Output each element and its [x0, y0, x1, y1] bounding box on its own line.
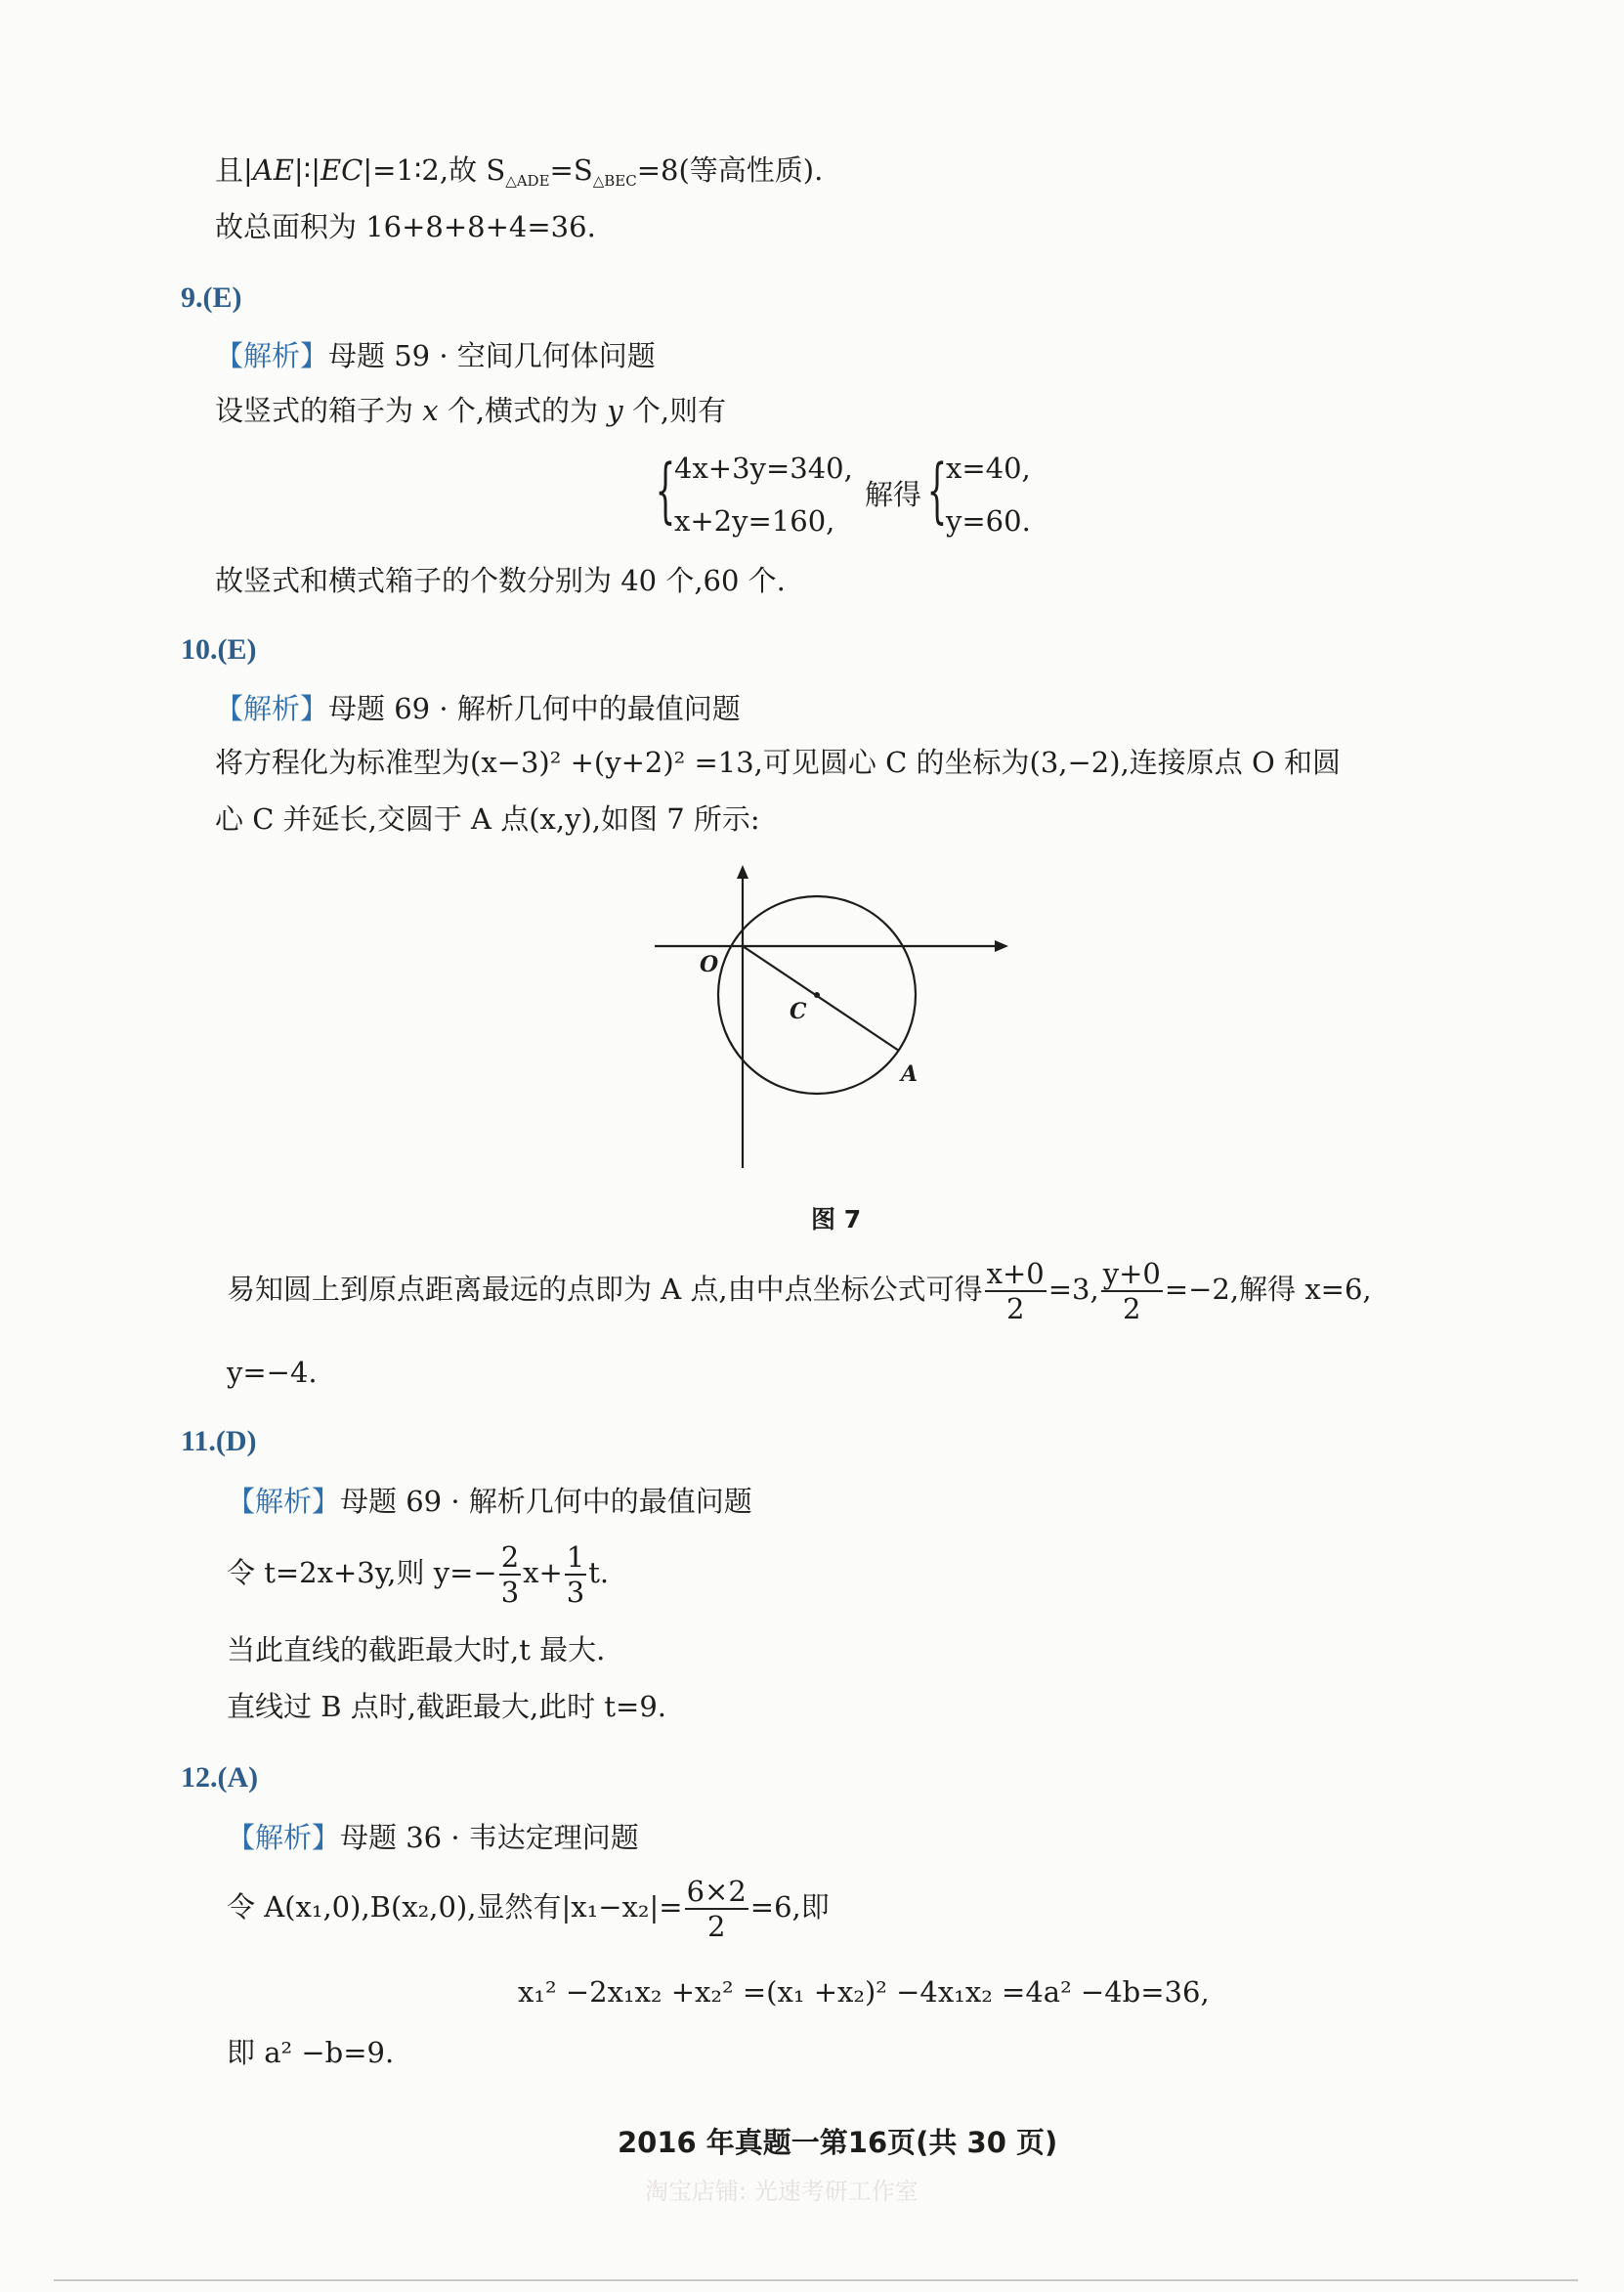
center-point-c	[814, 992, 820, 998]
q12-line-3: 即 a² −b=9.	[227, 2036, 395, 2069]
q10-line-2: 心 C 并延长,交圆于 A 点(x,y),如图 7 所示:	[215, 802, 760, 836]
q9-system-1: { 4x+3y=340, x+2y=160,	[655, 449, 853, 538]
q9-analysis-tag: 【解析】	[215, 339, 329, 372]
q10-number: 10.(E)	[181, 633, 257, 666]
top-line-2: 故总面积为 16+8+8+4=36.	[215, 210, 596, 243]
q9-brace-1: {	[655, 449, 676, 531]
label-c: C	[790, 999, 807, 1024]
q9-number: 9.(E)	[181, 281, 242, 314]
q9-line-1: 设竖式的箱子为 x 个,横式的为 y 个,则有	[215, 394, 727, 427]
q11-line-3: 直线过 B 点时,截距最大,此时 t=9.	[227, 1690, 667, 1723]
q11-analysis-tag: 【解析】	[227, 1485, 341, 1518]
q10-analysis-heading	[215, 689, 741, 728]
q9-analysis-title: 母题 59 · 空间几何体问题	[328, 339, 656, 372]
q12-analysis-heading	[227, 1818, 639, 1857]
y-axis-arrow	[737, 865, 748, 879]
watermark: 淘宝店铺: 光速考研工作室	[645, 2178, 919, 2205]
q12-number: 12.(A)	[181, 1761, 259, 1794]
figure-7-caption: 图 7	[811, 1205, 862, 1233]
top-line-1: 且|AE|∶|EC|=1∶2,故 $S_{\triangle ADE}=S_{\triangle BEC}=8$(等高性质).	[215, 153, 824, 190]
q11-analysis-title: 母题 69 · 解析几何中的最值问题	[340, 1485, 752, 1518]
page-footer: 2016 年真题一第16页(共 30 页)	[618, 2126, 1058, 2159]
fraction-y-plus-0-over-2: $\frac{y+0}{2}$	[1102, 1257, 1161, 1325]
fraction-1-over-3: $\frac{1}{3}$	[566, 1540, 585, 1609]
q9-analysis-heading	[215, 336, 656, 375]
q12-line-1: 令 A(x₁,0),B(x₂,0),显然有|x₁−x₂|= $\frac{6\times 2}{2}$ =6,即	[227, 1875, 830, 1943]
q10-analysis-tag: 【解析】	[215, 692, 329, 725]
q11-number: 11.(D)	[181, 1425, 257, 1457]
segment-o-a	[743, 946, 899, 1051]
label-o: O	[700, 952, 719, 977]
q10-line-3: 易知圆上到原点距离最远的点即为 A 点,由中点坐标公式可得 $\frac{x+0}{2}$ =3, $\frac{y+0}{2}$ =−2,解得 x=6,	[227, 1257, 1372, 1325]
q12-analysis-tag: 【解析】	[227, 1821, 341, 1854]
q11-line-2: 当此直线的截距最大时,t 最大.	[227, 1633, 606, 1666]
q11-analysis-heading	[227, 1482, 752, 1521]
q9-solve-word: 解得	[865, 478, 922, 511]
q9-brace-2: {	[926, 449, 948, 531]
q11-line-1: 令 t=2x+3y,则 y=− $\frac{2}{3}$ x+ $\frac{1}{3}$ t.	[227, 1540, 610, 1609]
q12-formula: x₁² −2x₁x₂ +x₂² =(x₁ +x₂)² −4x₁x₂ =4a² −4b=36,	[518, 1975, 1210, 2009]
q10-analysis-title: 母题 69 · 解析几何中的最值问题	[328, 692, 741, 725]
fraction-6x2-over-2: $\frac{6\times 2}{2}$	[686, 1875, 747, 1943]
x-axis-arrow	[995, 940, 1008, 952]
fraction-x-plus-0-over-2: $\frac{x+0}{2}$	[986, 1257, 1045, 1325]
q9-conclusion: 故竖式和横式箱子的个数分别为 40 个,60 个.	[215, 564, 786, 597]
q10-line-1: 将方程化为标准型为(x−3)² +(y+2)² =13,可见圆心 C 的坐标为(3,−2),连接原点 O 和圆	[215, 746, 1342, 779]
fraction-2-over-3: $\frac{2}{3}$	[500, 1540, 520, 1609]
label-a: A	[901, 1061, 919, 1087]
scan-edge-line	[54, 2279, 1578, 2281]
q12-analysis-title: 母题 36 · 韦达定理问题	[340, 1821, 639, 1854]
q10-line-4: y=−4.	[227, 1356, 318, 1389]
q9-system-2: { x=40, y=60.	[926, 449, 1031, 538]
figure-7-diagram	[645, 860, 1016, 1173]
